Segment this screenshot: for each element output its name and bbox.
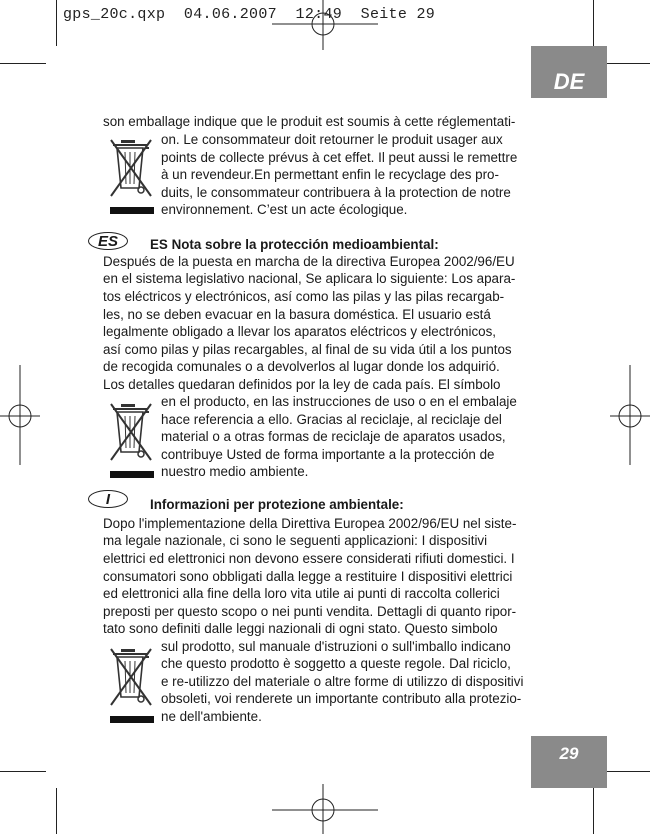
crop-mark — [604, 771, 650, 772]
crop-mark — [56, 0, 57, 46]
registration-mark-left — [0, 365, 40, 465]
it-line: consumatori sono obbligati dalla legge a restituire I dispositivi elettrici — [103, 569, 513, 584]
fr-line: son emballage indique que le produit est soumis à cette réglementati- — [103, 114, 516, 129]
fr-line: à un revendeur.En permettant enfin le recyclage des pro- — [161, 167, 499, 182]
page-number: 29 — [531, 736, 607, 788]
es-line: en el producto, en las instrucciones de uso o en el embalaje — [161, 394, 517, 409]
it-line: Dopo l'implementazione della Direttiva Europea 2002/96/EU nel siste- — [103, 516, 517, 531]
it-heading: Informazioni per protezione ambientale: — [150, 497, 404, 512]
es-line: tos eléctricos y electrónicos, así como las pilas y las pilas recargab- — [103, 289, 505, 304]
es-line: legalmente obligado a llevar los aparatos eléctricos y electrónicos, — [103, 324, 497, 339]
print-slug: gps_20c.qxp 04.06.2007 12:49 Seite 29 — [63, 6, 436, 23]
weee-bin-icon — [107, 398, 157, 482]
it-line: sul prodotto, sul manuale d'istruzioni o sull'imballo indicano — [161, 639, 511, 654]
fr-line: environnement. C’est un acte écologique. — [161, 202, 408, 217]
es-line: material o a otras formas de reciclaje de aparatos usados, — [161, 429, 506, 444]
es-line: les, no se deben evacuar en la basura doméstica. El usuario está — [103, 307, 491, 322]
registration-mark-bottom — [272, 784, 378, 834]
es-line: en el sistema legislativo nacional, Se aplicara lo siguiente: Los apara- — [103, 271, 516, 286]
language-tab: DE — [531, 46, 607, 98]
it-line: ne dell'ambiente. — [161, 709, 262, 724]
registration-mark-right — [610, 365, 650, 465]
it-line: preposti per questo scopo o nei punti vendita. Dettagli di quanto ripor- — [103, 604, 517, 619]
es-line: así como pilas y pilas recargables, al final de su vida útil a los puntos — [103, 342, 512, 357]
it-line: che questo prodotto è soggetto a queste regole. Dal riciclo, — [161, 656, 511, 671]
fr-line: duits, le consommateur contribuera à la protection de notre — [161, 185, 511, 200]
es-line: Los detalles quedaran definidos por la ley de cada país. El símbolo — [103, 377, 501, 392]
crop-mark — [0, 63, 46, 64]
it-line: e re-utilizzo del materiale o altre forme di utilizzo di dispositivi — [161, 674, 524, 689]
crop-mark — [0, 771, 46, 772]
registration-mark-top — [272, 0, 378, 50]
it-line: ma legale nazionale, ci sono le seguenti applicazioni: I dispositivi — [103, 533, 488, 548]
it-language-badge: I — [88, 490, 128, 508]
crop-mark — [56, 788, 57, 834]
es-line: contribuye Usted de forma importante a la protección de — [161, 447, 495, 462]
es-line: de recogida comunales o a devolverlos al lugar donde los adquirió. — [103, 359, 500, 374]
crop-mark — [593, 0, 594, 46]
es-line: nuestro medio ambiente. — [161, 464, 309, 479]
crop-mark — [604, 63, 650, 64]
es-line: Después de la puesta en marcha de la directiva Europea 2002/96/EU — [103, 254, 515, 269]
it-line: tato sono definiti dalle leggi nazionali di ogni stato. Questo simbolo — [103, 621, 498, 636]
es-heading: ES Nota sobre la protección medioambiental: — [150, 237, 439, 252]
it-line: obsoleti, voi renderete un importante contributo alla protezio- — [161, 691, 522, 706]
weee-bin-icon — [107, 134, 157, 218]
it-line: elettrici ed elettronici non devono essere considerati rifiuti domestici. I — [103, 551, 515, 566]
crop-mark — [593, 788, 594, 834]
weee-bin-icon — [107, 643, 157, 727]
it-line: ed elettronici alla fine della loro vita utile ai punti di raccolta collerici — [103, 586, 500, 601]
es-language-badge: ES — [88, 232, 128, 250]
es-line: hace referencia a ello. Gracias al reciclaje, al reciclaje del — [161, 412, 502, 427]
fr-line: on. Le consommateur doit retourner le produit usager aux — [161, 132, 503, 147]
fr-line: points de collecte prévus à cet effet. Il peut aussi le remettre — [161, 150, 518, 165]
